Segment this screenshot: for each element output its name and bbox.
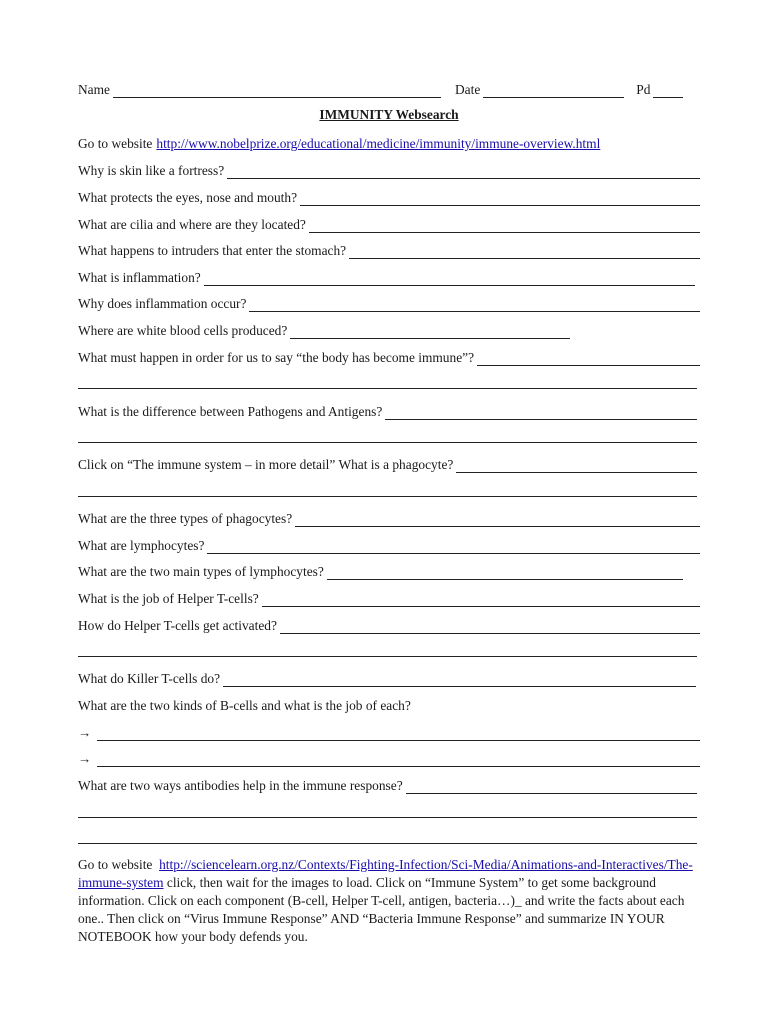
question-row bbox=[78, 589, 700, 607]
question-text: Where are white blood cells produced? bbox=[78, 323, 288, 338]
intro-line bbox=[78, 134, 700, 152]
pd-label: Pd bbox=[636, 82, 651, 97]
date-blank[interactable] bbox=[483, 84, 624, 98]
arrow-icon: → bbox=[78, 751, 92, 766]
answer-line[interactable] bbox=[78, 496, 697, 497]
answer-blank[interactable] bbox=[249, 298, 700, 312]
answer-blank[interactable] bbox=[295, 513, 700, 527]
question-text: What are two ways antibodies help in the immune response? bbox=[78, 778, 403, 793]
answer-blank[interactable] bbox=[385, 406, 697, 420]
date-label: Date bbox=[454, 82, 481, 97]
question-row bbox=[78, 241, 700, 259]
question-text: What are cilia and where are they located? bbox=[78, 217, 306, 232]
answer-blank[interactable] bbox=[280, 620, 700, 634]
answer-blank[interactable] bbox=[477, 352, 700, 366]
question-row bbox=[78, 562, 683, 580]
question-row bbox=[78, 455, 697, 473]
question-row bbox=[78, 776, 697, 794]
answer-blank[interactable] bbox=[327, 566, 683, 580]
answer-blank[interactable] bbox=[406, 780, 697, 794]
question-row bbox=[78, 536, 700, 554]
question-text: What protects the eyes, nose and mouth? bbox=[78, 190, 298, 205]
answer-blank[interactable] bbox=[456, 459, 697, 473]
pd-blank[interactable] bbox=[653, 84, 683, 98]
question-row bbox=[78, 616, 700, 634]
question-text: Why does inflammation occur? bbox=[78, 296, 247, 311]
question-text: What must happen in order for us to say “the body has become immune”? bbox=[78, 350, 475, 365]
question-row bbox=[78, 321, 700, 339]
question-row bbox=[78, 509, 700, 527]
answer-line[interactable] bbox=[78, 656, 697, 657]
name-label: Name bbox=[78, 82, 110, 97]
question-text: What do Killer T-cells do? bbox=[78, 671, 221, 686]
answer-line[interactable] bbox=[78, 388, 697, 389]
name-blank[interactable] bbox=[113, 84, 441, 98]
page-title: IMMUNITY Websearch bbox=[319, 107, 459, 122]
question-text: Why is skin like a fortress? bbox=[78, 163, 225, 178]
answer-blank[interactable] bbox=[97, 727, 700, 741]
question-text: What is the difference between Pathogens and Antigens? bbox=[78, 404, 383, 419]
answer-blank[interactable] bbox=[300, 192, 700, 206]
answer-line[interactable] bbox=[78, 843, 697, 844]
question-text: What is inflammation? bbox=[78, 270, 201, 285]
question-row bbox=[78, 161, 700, 179]
question-text: What is the job of Helper T-cells? bbox=[78, 591, 259, 606]
question-row bbox=[78, 402, 697, 420]
bullet-row bbox=[78, 749, 700, 767]
answer-blank[interactable] bbox=[97, 753, 700, 767]
intro-prefix: Go to website bbox=[78, 136, 153, 151]
answer-line[interactable] bbox=[78, 817, 697, 818]
nobelprize-link[interactable]: http://www.nobelprize.org/educational/medicine/immunity/immune-overview.html bbox=[156, 136, 601, 151]
question-row bbox=[78, 348, 700, 366]
question-text: How do Helper T-cells get activated? bbox=[78, 618, 277, 633]
question-text: What are lymphocytes? bbox=[78, 538, 205, 553]
question-row bbox=[78, 268, 695, 286]
question-row bbox=[78, 188, 700, 206]
arrow-icon: → bbox=[78, 725, 92, 740]
question-text: What are the two kinds of B-cells and what is the job of each? bbox=[78, 698, 411, 713]
answer-blank[interactable] bbox=[207, 540, 700, 554]
outro-text: click, then wait for the images to load. Click on “Immune System” to get some background information. Click on each component (B-cell, Helper T-cell, antigen, bacteria…)_ and write the facts about each one.. Then click on “Virus Immune Response” AND “Bacteria Immune Response” and summarize IN YOUR NOTEBOOK how your body defends you. bbox=[78, 875, 685, 944]
answer-blank[interactable] bbox=[204, 272, 695, 286]
question-row bbox=[78, 294, 700, 312]
closing-instructions bbox=[78, 856, 702, 946]
question-row bbox=[78, 215, 700, 233]
answer-blank[interactable] bbox=[223, 673, 696, 687]
question-text: What are the two main types of lymphocytes? bbox=[78, 564, 324, 579]
header-row bbox=[78, 80, 700, 98]
sciencelearn-link[interactable]: http://sciencelearn.org.nz/Contexts/Fighting-Infection/Sci-Media/Animations-and-Interactives/The-immune-system bbox=[78, 857, 693, 890]
question-text: What are the three types of phagocytes? bbox=[78, 511, 293, 526]
question-row bbox=[78, 696, 700, 714]
question-text: Click on “The immune system – in more detail” What is a phagocyte? bbox=[78, 457, 454, 472]
question-row bbox=[78, 669, 696, 687]
answer-line[interactable] bbox=[78, 442, 697, 443]
question-text: What happens to intruders that enter the stomach? bbox=[78, 243, 347, 258]
bullet-row bbox=[78, 723, 700, 741]
outro-prefix: Go to website bbox=[78, 857, 153, 872]
answer-blank[interactable] bbox=[349, 245, 700, 259]
answer-blank[interactable] bbox=[290, 325, 570, 339]
answer-blank[interactable] bbox=[309, 219, 700, 233]
answer-blank[interactable] bbox=[262, 593, 700, 607]
answer-blank[interactable] bbox=[227, 165, 700, 179]
